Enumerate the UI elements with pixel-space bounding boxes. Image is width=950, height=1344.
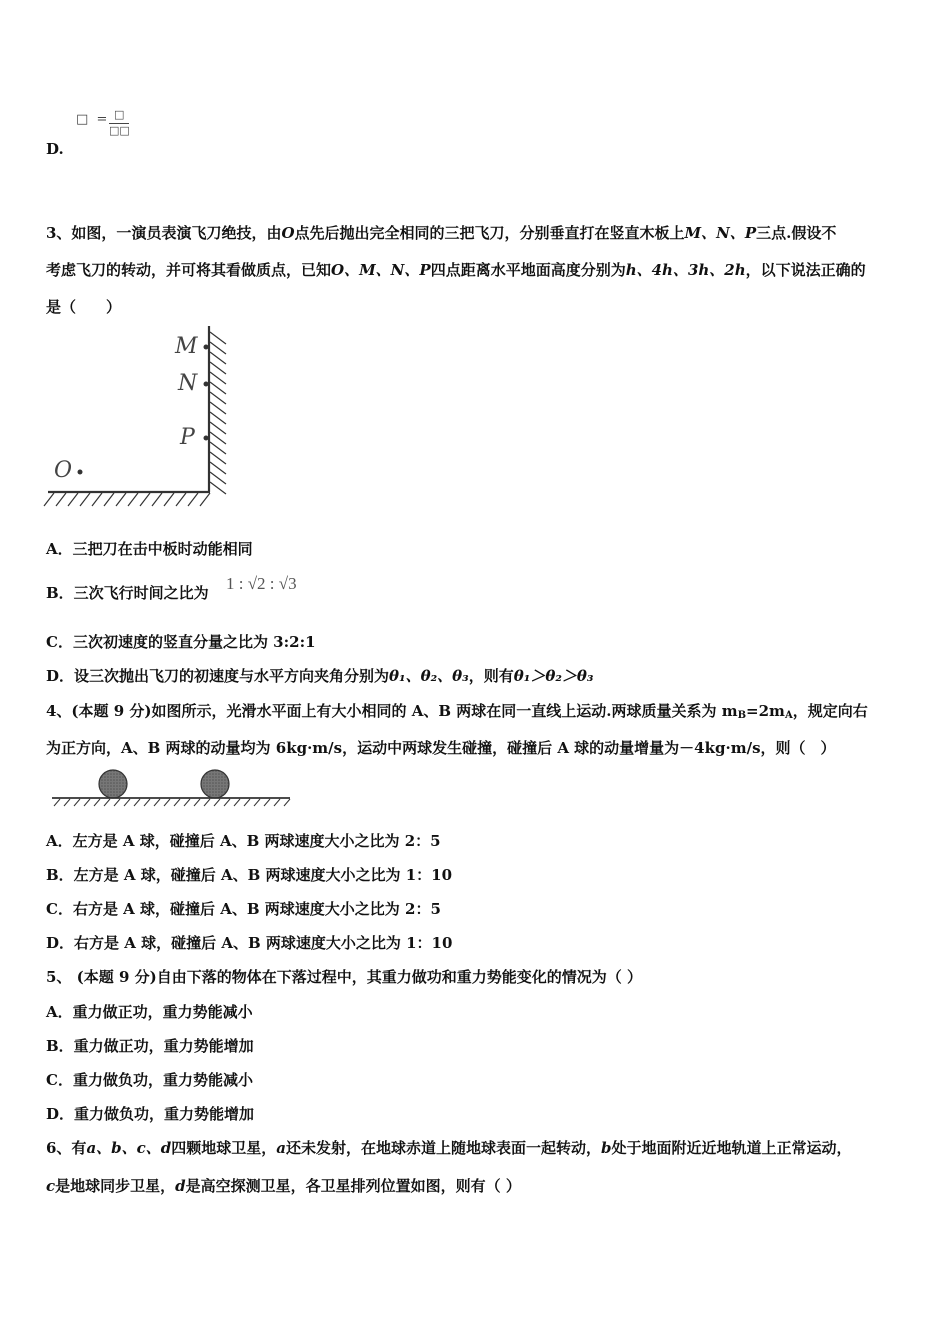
q4-figure-balls (50, 764, 295, 809)
point-p-dot (204, 436, 209, 441)
q3-stem-line2: 考虑飞刀的转动，并可将其看做质点，已知O、M、N、P四点距离水平地面高度分别为h、4h、3h、2h，以下说法正确的 (46, 261, 866, 279)
ball-left (99, 770, 127, 798)
q3-figure-wall-ground (40, 322, 240, 512)
fig-label-p: P (180, 425, 195, 450)
q3-stem-line3: 是（ ） (46, 298, 122, 316)
q4-option-d: D．右方是 A 球，碰撞后 A、B 两球速度大小之比为 1：10 (46, 934, 453, 952)
q2-formula (76, 112, 107, 127)
q5-option-b: B．重力做正功，重力势能增加 (46, 1037, 254, 1055)
q3-stem-line1: 3、如图，一演员表演飞刀绝技，由O点先后抛出完全相同的三把飞刀，分别垂直打在竖直木板上M、N、P三点.假设不 (46, 224, 837, 242)
fig-label-m: M (175, 334, 198, 359)
q3-option-c: C．三次初速度的竖直分量之比为 3:2:1 (46, 633, 316, 651)
q3-option-b: B．三次飞行时间之比为 (46, 584, 209, 602)
q4-option-a: A．左方是 A 球，碰撞后 A、B 两球速度大小之比为 2：5 (46, 832, 441, 850)
fig-label-n: N (178, 371, 198, 396)
q3-option-a: A．三把刀在击中板时动能相同 (46, 540, 253, 558)
point-m-dot (204, 345, 209, 350)
q5-option-d: D．重力做负功，重力势能增加 (46, 1105, 255, 1123)
q4-option-c: C．右方是 A 球，碰撞后 A、B 两球速度大小之比为 2：5 (46, 900, 441, 918)
point-o-dot (78, 470, 83, 475)
formula-numerator: □ (114, 108, 125, 121)
formula-denominator: □□ (109, 124, 130, 137)
q3-option-d: D．设三次抛出飞刀的初速度与水平方向夹角分别为θ₁、θ₂、θ₃，则有θ₁＞θ₂＞θ₃ (46, 667, 594, 685)
q4-option-b: B．左方是 A 球，碰撞后 A、B 两球速度大小之比为 1：10 (46, 866, 453, 884)
fig-label-o: O (54, 458, 73, 483)
q4-stem-line2: 为正方向，A、B 两球的动量均为 6kg·m/s，运动中两球发生碰撞，碰撞后 A 球的动量增量为－4kg·m/s，则（ ） (46, 739, 836, 757)
q5-option-a: A．重力做正功，重力势能减小 (46, 1003, 253, 1021)
q5-option-c: C．重力做负功，重力势能减小 (46, 1071, 253, 1089)
q6-stem-line1: 6、有a、b、c、d四颗地球卫星，a还未发射，在地球赤道上随地球表面一起转动，b处于地面附近近地轨道上正常运动， (46, 1139, 852, 1157)
q6-stem-line2: c是地球同步卫星，d是高空探测卫星，各卫星排列位置如图，则有（ ） (46, 1177, 521, 1195)
formula-eq: = (96, 112, 108, 127)
q4-stem-line1: 4、(本题 9 分)如图所示，光滑水平面上有大小相同的 A、B 两球在同一直线上运动.两球质量关系为 $m_B=2m_A$，规定向右 (46, 702, 868, 721)
point-n-dot (204, 382, 209, 387)
q2-option-d: D. (46, 140, 64, 158)
q3-option-b-expr: 1 : √2 : √3 (226, 574, 297, 593)
ball-right (201, 770, 229, 798)
q5-stem: 5、 (本题 9 分)自由下落的物体在下落过程中，其重力做功和重力势能变化的情况为（ ） (46, 968, 642, 986)
formula-lhs: □ (76, 112, 89, 127)
